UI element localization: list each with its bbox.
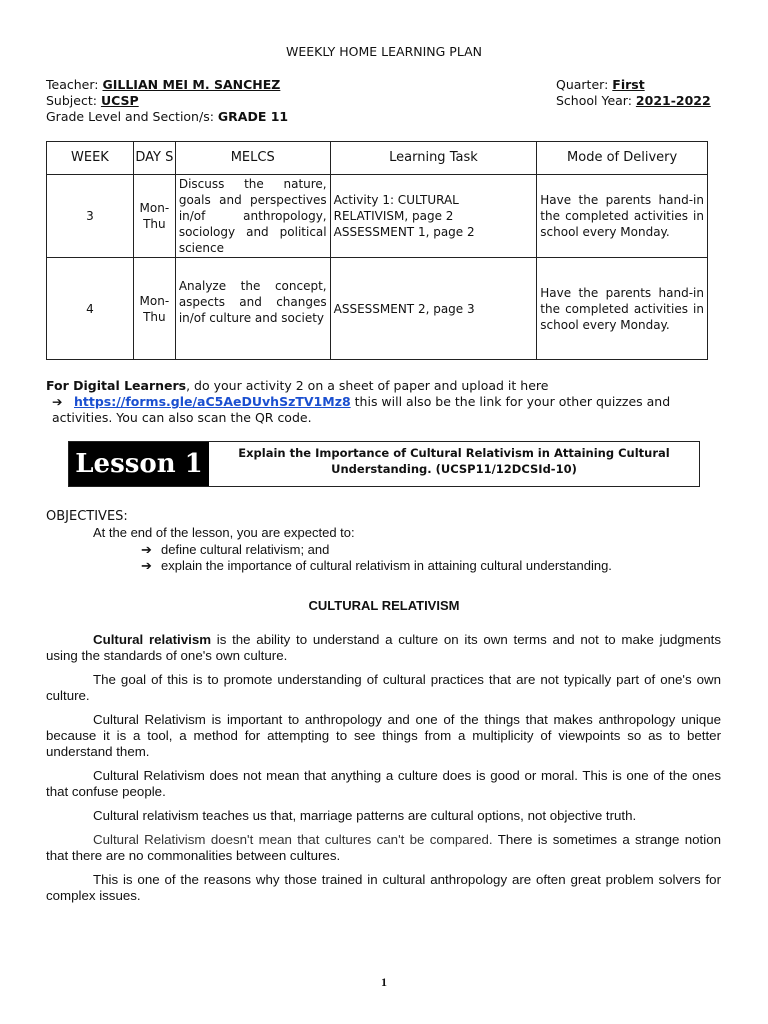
header-days: DAY S xyxy=(133,142,175,175)
grade-line xyxy=(46,109,288,125)
digital-learners-after: this will also be the link for your other quizzes and activities. You can also scan the QR code. xyxy=(52,394,671,425)
digital-learners-text: , do your activity 2 on a sheet of paper and upload it here xyxy=(186,378,549,393)
mode-cell: Have the parents hand-in the completed activities in school every Monday. xyxy=(537,258,708,360)
table-header-row xyxy=(47,142,708,175)
table-row xyxy=(47,175,708,258)
teacher-label: Teacher: xyxy=(46,77,99,92)
digital-learners-note xyxy=(46,378,726,426)
lesson-label: Lesson 1 xyxy=(69,442,209,486)
learning-plan-table xyxy=(46,141,708,360)
forms-link[interactable]: https://forms.gle/aC5AeDUvhSzTV1Mz8 xyxy=(74,394,351,409)
arrow-right-icon: ➔ xyxy=(141,558,152,573)
school-year-value: 2021-2022 xyxy=(635,93,711,108)
objectives-heading: OBJECTIVES: xyxy=(46,509,128,524)
melcs-cell: Discuss the nature, goals and perspectives in/of anthropology, sociology and political science xyxy=(175,175,330,258)
task-line: ASSESSMENT 2, page 3 xyxy=(333,301,475,316)
paragraph: Cultural Relativism does not mean that anything a culture does is good or moral. This is one of the ones that confuse people. xyxy=(46,768,721,799)
header-learning-task: Learning Task xyxy=(330,142,537,175)
paragraph: Cultural Relativism doesn't mean that cultures can't be compared. There is sometimes a strange notion that there are no commonalities between cultures. xyxy=(46,832,721,863)
header-mode-of-delivery: Mode of Delivery xyxy=(537,142,708,175)
table-row xyxy=(47,258,708,360)
learning-task-cell xyxy=(330,175,537,258)
subject-value: UCSP xyxy=(100,93,139,108)
melcs-cell: Analyze the concept, aspects and changes in/of culture and society xyxy=(175,258,330,360)
days-cell: Mon-Thu xyxy=(133,175,175,258)
arrow-right-icon: ➔ xyxy=(52,394,63,409)
objectives-intro: At the end of the lesson, you are expected to: xyxy=(93,525,355,540)
lesson-objective-text: Explain the Importance of Cultural Relativism in Attaining Cultural Understanding. (UCSP11/12DCSId-10) xyxy=(238,446,670,476)
task-line: Activity 1: CULTURAL RELATIVISM, page 2 xyxy=(333,193,459,223)
subject-label: Subject: xyxy=(46,93,97,108)
week-cell: 4 xyxy=(47,258,134,360)
quarter-label: Quarter: xyxy=(556,77,609,92)
teacher-name: GILLIAN MEI M. SANCHEZ xyxy=(102,77,281,92)
paragraph: Cultural relativism teaches us that, marriage patterns are cultural options, not objective truth. xyxy=(93,808,637,823)
quarter-value: First xyxy=(612,77,645,92)
header-melcs: MELCS xyxy=(175,142,330,175)
objective-item: ➔ define cultural relativism; and xyxy=(141,542,330,557)
days-cell: Mon-Thu xyxy=(133,258,175,360)
page-title: WEEKLY HOME LEARNING PLAN xyxy=(286,44,482,59)
header-week: WEEK xyxy=(47,142,134,175)
grade-label: Grade Level and Section/s: xyxy=(46,109,214,124)
grade-value: GRADE 11 xyxy=(217,109,289,124)
page-number: 1 xyxy=(381,975,387,989)
learning-task-cell xyxy=(330,258,537,360)
digital-learners-lead: For Digital Learners xyxy=(46,378,187,393)
paragraph: This is one of the reasons why those trained in cultural anthropology are often great problem solvers for complex issues. xyxy=(46,872,721,903)
arrow-right-icon: ➔ xyxy=(141,542,152,557)
section-title: CULTURAL RELATIVISM xyxy=(308,598,460,613)
objective-item: ➔ explain the importance of cultural relativism in attaining cultural understanding. xyxy=(141,558,612,573)
paragraph: The goal of this is to promote understanding of cultural practices that are not typically part of one's own culture. xyxy=(46,672,721,703)
school-year-line xyxy=(556,93,711,109)
school-year-label: School Year: xyxy=(556,93,632,108)
subject-line xyxy=(46,93,139,109)
quarter-line xyxy=(556,77,645,93)
task-line: ASSESSMENT 1, page 2 xyxy=(333,225,475,239)
mode-cell: Have the parents hand-in the completed activities in school every Monday. xyxy=(537,175,708,258)
teacher-line xyxy=(46,77,280,93)
paragraph: Cultural relativism is the ability to understand a culture on its own terms and not to make judgments using the standards of one's own culture. xyxy=(46,632,721,663)
week-cell: 3 xyxy=(47,175,134,258)
lesson-banner xyxy=(68,441,700,487)
paragraph: Cultural Relativism is important to anthropology and one of the things that makes anthropology unique because it is a tool, a method for attempting to see things from a multiplicity of viewpoints so as to better understand them. xyxy=(46,712,721,759)
